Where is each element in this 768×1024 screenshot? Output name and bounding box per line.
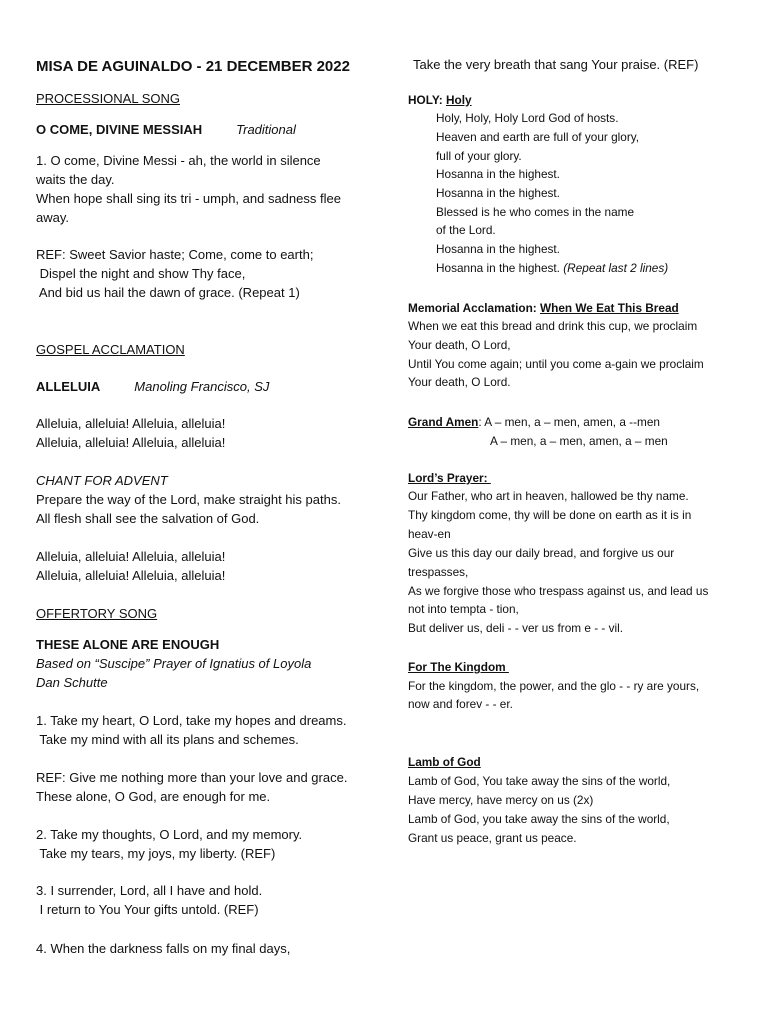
gospel-heading: GOSPEL ACCLAMATION [36,342,185,357]
lyric-line: Take my tears, my joys, my liberty. (REF) [36,846,276,861]
lyric-line: And bid us hail the dawn of grace. (Repeat 1) [36,285,300,300]
processional-heading: PROCESSIONAL SONG [36,91,180,106]
lyric-line: Take my mind with all its plans and schemes. [36,732,299,747]
lyric-line: For the kingdom, the power, and the glo - - ry are yours, [408,679,700,693]
lyric-line: Lamb of God, You take away the sins of the world, [408,774,671,788]
gospel-song-title [36,377,269,396]
lyric-line: Give us this day our daily bread, and forgive us our [408,546,675,560]
lyric-line: Hosanna in the highest. [436,186,560,200]
lyric-line: Have mercy, have mercy on us (2x) [408,793,594,807]
song-title-text: ALLELUIA [36,379,101,394]
lyric-line: 3. I surrender, Lord, all I have and hold. [36,883,263,898]
song-attribution: Traditional [236,122,296,137]
lyric-line: Alleluia, alleluia! Alleluia, alleluia! [36,435,226,450]
lyric-line: But deliver us, deli - - ver us from e - - vil. [408,621,624,635]
lyric-text: Hosanna in the highest. [436,261,560,275]
lyric-line: away. [36,210,69,225]
lyric-line: Hosanna in the highest. [436,167,560,181]
lyric-line: now and forev - - er. [408,697,513,711]
lyric-line: Grant us peace, grant us peace. [408,831,577,845]
processional-song-title [36,120,296,139]
holy-label: HOLY: [408,93,447,107]
grand-amen-line [408,413,660,432]
song-title-text: O COME, DIVINE MESSIAH [36,122,203,137]
lyric-line: trespasses, [408,565,469,579]
lyric-line: These alone, O God, are enough for me. [36,789,271,804]
lyric-line: not into tempta - tion, [408,602,519,616]
lyric-line: Hosanna in the highest. [436,242,560,256]
lyric-line: Alleluia, alleluia! Alleluia, alleluia! [36,549,226,564]
lords-prayer-heading: Lord’s Prayer: [408,471,491,485]
lyric-line: waits the day. [36,172,115,187]
lyric-line: Alleluia, alleluia! Alleluia, alleluia! [36,568,226,583]
memorial-label: Memorial Acclamation: [408,301,540,315]
offertory-based-on: Based on “Suscipe” Prayer of Ignatius of Loyola [36,656,312,671]
memorial-title: When We Eat This Bread [539,301,679,315]
lyric-line: I return to You Your gifts untold. (REF) [36,902,259,917]
holy-title: Holy [446,93,472,107]
lyric-line: Prepare the way of the Lord, make straight his paths. [36,492,341,507]
lyric-line: Blessed is he who comes in the name [436,205,635,219]
lyric-line: 2. Take my thoughts, O Lord, and my memory. [36,827,303,842]
offertory-continuation: Take the very breath that sang Your praise. (REF) [413,57,699,72]
lyric-line: Your death, O Lord. [408,375,511,389]
lyric-line: Our Father, who art in heaven, hallowed be thy name. [408,489,689,503]
lyric-line: heav-en [408,527,451,541]
lyric-line: When hope shall sing its tri - umph, and sadness flee [36,191,341,206]
lyric-line: 4. When the darkness falls on my final days, [36,941,291,956]
lyric-line: 1. Take my heart, O Lord, take my hopes and dreams. [36,713,347,728]
lyric-line: Lamb of God, you take away the sins of the world, [408,812,670,826]
grand-amen-label: Grand Amen [408,415,479,429]
lyric-line: REF: Give me nothing more than your love and grace. [36,770,348,785]
lyric-line: 1. O come, Divine Messi - ah, the world in silence [36,153,321,168]
lyric-line: Holy, Holy, Holy Lord God of hosts. [436,111,619,125]
lamb-heading: Lamb of God [408,755,481,769]
lyric-line: All flesh shall see the salvation of God. [36,511,260,526]
offertory-composer: Dan Schutte [36,675,108,690]
lyric-line: REF: Sweet Savior haste; Come, come to earth; [36,247,314,262]
grand-amen-line-2: A – men, a – men, amen, a – men [490,434,668,448]
lyric-line: Alleluia, alleluia! Alleluia, alleluia! [36,416,226,431]
chant-title: CHANT FOR ADVENT [36,473,168,488]
offertory-song-title: THESE ALONE ARE ENOUGH [36,637,220,652]
lyric-line: Dispel the night and show Thy face, [36,266,246,281]
lyric-line: Until You come again; until you come a-gain we proclaim [408,357,704,371]
repeat-note: (Repeat last 2 lines) [563,261,669,275]
lyric-line [408,259,668,278]
memorial-heading [408,299,679,318]
lyric-line: of the Lord. [436,223,496,237]
kingdom-heading: For The Kingdom [408,660,509,674]
lyric-line: Your death, O Lord, [408,338,511,352]
lyric-line: When we eat this bread and drink this cup, we proclaim [408,319,698,333]
lyric-line: full of your glory. [436,149,522,163]
lyric-line: Heaven and earth are full of your glory, [436,130,640,144]
page-title: MISA DE AGUINALDO - 21 DECEMBER 2022 [36,58,350,75]
grand-amen-text: : A – men, a – men, amen, a --men [478,415,660,429]
song-attribution: Manoling Francisco, SJ [134,379,270,394]
holy-heading [408,91,472,110]
lyric-line: As we forgive those who trespass against us, and lead us [408,584,709,598]
lyric-line: Thy kingdom come, thy will be done on earth as it is in [408,508,692,522]
offertory-heading: OFFERTORY SONG [36,606,158,621]
